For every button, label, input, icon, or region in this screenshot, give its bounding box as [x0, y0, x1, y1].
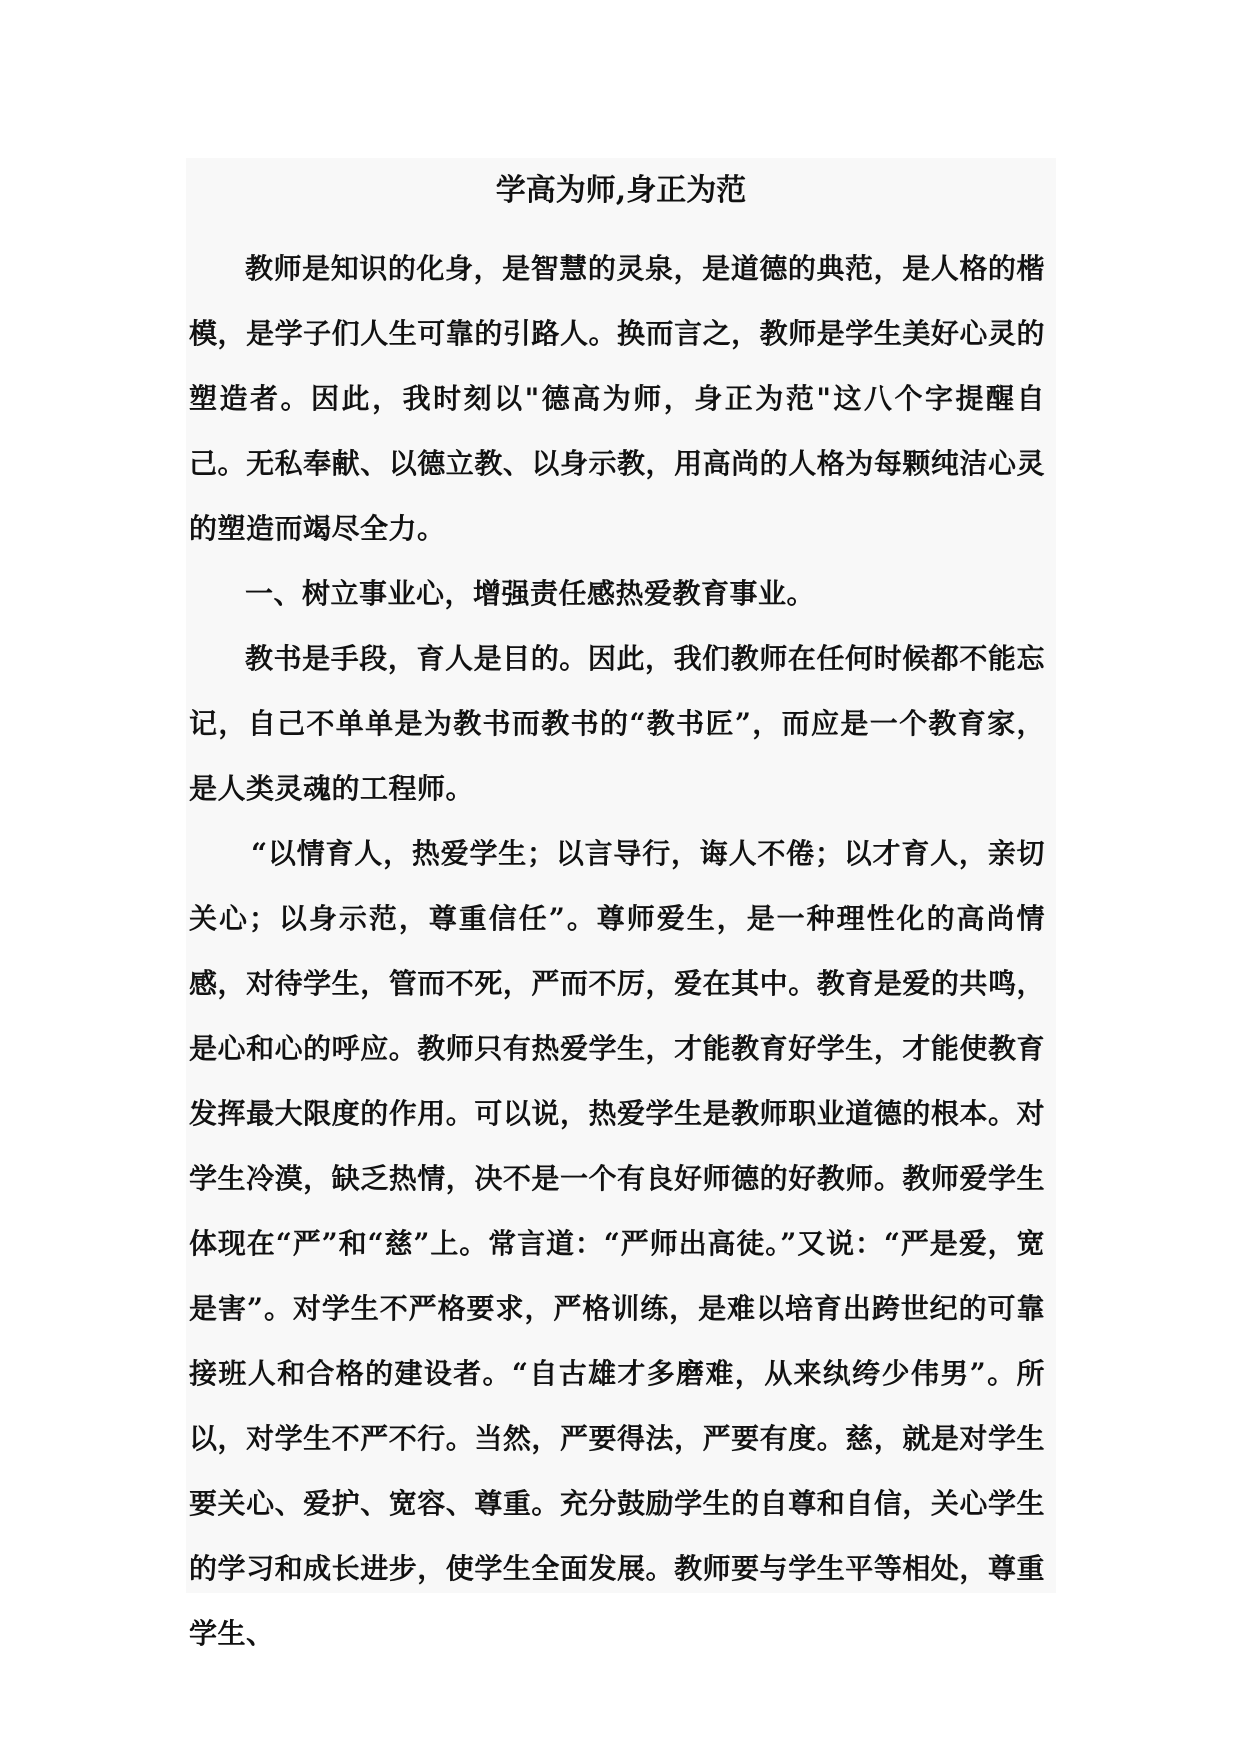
document-title: 学高为师,身正为范 [495, 173, 747, 208]
section-heading-one: 一、树立事业心，增强责任感热爱教育事业。 [245, 577, 816, 610]
paragraph-teaching-purpose: 教书是手段，育人是目的。因此，我们教师在任何时候都不能忘记，自己不单单是为教书而教书的“教书匠”，而应是一个教育家，是人类灵魂的工程师。 [189, 642, 1045, 805]
document-body [189, 236, 1045, 1666]
paragraph-intro: 教师是知识的化身，是智慧的灵泉，是道德的典范，是人格的楷模，是学子们人生可靠的引路人。换而言之，教师是学生美好心灵的塑造者。因此，我时刻以"德高为师，身正为范"这八个字提醒自己。无私奉献、以德立教、以身示教，用高尚的人格为每颗纯洁心灵的塑造而竭尽全力。 [189, 252, 1045, 545]
paragraph-love-students: “以情育人，热爱学生；以言导行，诲人不倦；以才育人，亲切关心；以身示范，尊重信任”。尊师爱生，是一种理性化的高尚情感，对待学生，管而不死，严而不厉，爱在其中。教育是爱的共鸣，是心和心的呼应。教师只有热爱学生，才能教育好学生，才能使教育发挥最大限度的作用。可以说，热爱学生是教师职业道德的根本。对学生冷漠，缺乏热情，决不是一个有良好师德的好教师。教师爱学生体现在“严”和“慈”上。常言道：“严师出高徒。”又说：“严是爱，宽是害”。对学生不严格要求，严格训练，是难以培育出跨世纪的可靠接班人和合格的建设者。“自古雄才多磨难，从来纨绔少伟男”。所以，对学生不严不行。当然，严要得法，严要有度。慈，就是对学生要关心、爱护、宽容、尊重。充分鼓励学生的自尊和自信，关心学生的学习和成长进步，使学生全面发展。教师要与学生平等相处，尊重学生、 [189, 837, 1045, 1650]
